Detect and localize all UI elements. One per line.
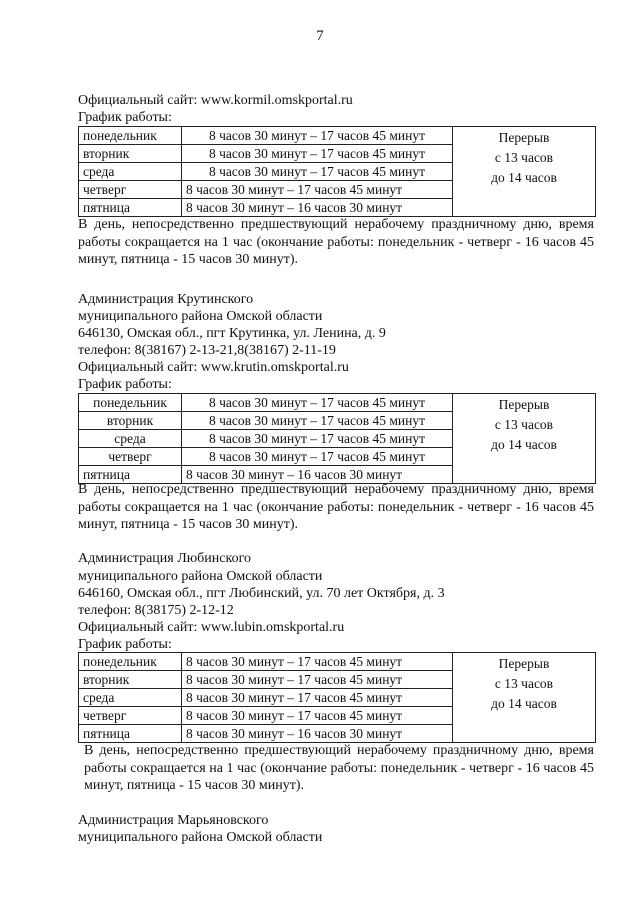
table-row xyxy=(79,394,596,412)
hours-cell: 8 часов 30 минут – 16 часов 30 минут xyxy=(182,725,453,743)
official-site-kormil: Официальный сайт: www.kormil.omskportal.ru xyxy=(78,93,353,108)
break-cell xyxy=(453,653,596,743)
hours-cell: 8 часов 30 минут – 16 часов 30 минут xyxy=(182,466,453,484)
break-cell xyxy=(453,394,596,484)
hours-cell: 8 часов 30 минут – 17 часов 45 минут xyxy=(182,145,453,163)
break-line: с 13 часов xyxy=(494,417,554,432)
schedule-table-lubin xyxy=(78,652,596,743)
shortened-day-note: В день, непосредственно предшествующий нерабочему праздничному дню, время работы сокращается на 1 час (окончание работы: понедельник - четверг - 16 часов 45 минут, пятница - 15 часов 30 минут). xyxy=(78,217,594,267)
official-site-krutin: Официальный сайт: www.krutin.omskportal.ru xyxy=(78,360,349,375)
schedule-label: График работы: xyxy=(78,110,172,125)
hours-cell: 8 часов 30 минут – 17 часов 45 минут xyxy=(182,412,453,430)
org-phone: телефон: 8(38167) 2-13-21,8(38167) 2-11-19 xyxy=(78,343,336,358)
shortened-day-note: В день, непосредственно предшествующий нерабочему праздничному дню, время работы сокращается на 1 час (окончание работы: понедельник - четверг - 16 часов 45 минут, пятница - 15 часов 30 минут). xyxy=(84,743,594,793)
shortened-day-note: В день, непосредственно предшествующий нерабочему праздничному дню, время работы сокращается на 1 час (окончание работы: понедельник - четверг - 16 часов 45 минут, пятница - 15 часов 30 минут). xyxy=(78,482,594,532)
hours-cell: 8 часов 30 минут – 17 часов 45 минут xyxy=(182,394,453,412)
org-subtitle: муниципального района Омской области xyxy=(78,569,323,584)
day-cell: четверг xyxy=(79,707,182,725)
org-address: 646130, Омская обл., пгт Крутинка, ул. Ленина, д. 9 xyxy=(78,326,386,341)
org-address: 646160, Омская обл., пгт Любинский, ул. 70 лет Октября, д. 3 xyxy=(78,586,445,601)
day-cell: вторник xyxy=(79,145,182,163)
org-phone: телефон: 8(38175) 2-12-12 xyxy=(78,603,234,618)
break-line: Перерыв xyxy=(498,397,550,412)
org-subtitle: муниципального района Омской области xyxy=(78,830,323,845)
day-cell: понедельник xyxy=(79,394,182,412)
day-cell: понедельник xyxy=(79,127,182,145)
day-cell: среда xyxy=(79,689,182,707)
org-title: Администрация Марьяновского xyxy=(78,813,269,828)
break-line: Перерыв xyxy=(498,130,550,145)
day-cell: четверг xyxy=(79,448,182,466)
org-subtitle: муниципального района Омской области xyxy=(78,309,323,324)
hours-cell: 8 часов 30 минут – 17 часов 45 минут xyxy=(182,127,453,145)
schedule-label: График работы: xyxy=(78,377,172,392)
hours-cell: 8 часов 30 минут – 17 часов 45 минут xyxy=(182,707,453,725)
hours-cell: 8 часов 30 минут – 17 часов 45 минут xyxy=(182,653,453,671)
break-line: до 14 часов xyxy=(491,170,557,185)
schedule-table-krutin xyxy=(78,393,596,484)
schedule-label: График работы: xyxy=(78,637,172,652)
break-line: с 13 часов xyxy=(494,676,554,691)
day-cell: пятница xyxy=(79,725,182,743)
day-cell: пятница xyxy=(79,199,182,217)
break-line: с 13 часов xyxy=(494,150,554,165)
hours-cell: 8 часов 30 минут – 17 часов 45 минут xyxy=(182,181,453,199)
day-cell: понедельник xyxy=(79,653,182,671)
org-title: Администрация Любинского xyxy=(78,551,251,566)
table-row xyxy=(79,653,596,671)
table-row xyxy=(79,127,596,145)
break-line: Перерыв xyxy=(498,656,550,671)
break-line: до 14 часов xyxy=(491,437,557,452)
hours-cell: 8 часов 30 минут – 16 часов 30 минут xyxy=(182,199,453,217)
day-cell: среда xyxy=(79,430,182,448)
day-cell: вторник xyxy=(79,671,182,689)
hours-cell: 8 часов 30 минут – 17 часов 45 минут xyxy=(182,430,453,448)
break-cell xyxy=(453,127,596,217)
hours-cell: 8 часов 30 минут – 17 часов 45 минут xyxy=(182,163,453,181)
official-site-lubin: Официальный сайт: www.lubin.omskportal.ru xyxy=(78,620,345,635)
hours-cell: 8 часов 30 минут – 17 часов 45 минут xyxy=(182,671,453,689)
hours-cell: 8 часов 30 минут – 17 часов 45 минут xyxy=(182,448,453,466)
schedule-table-kormil xyxy=(78,126,596,217)
day-cell: среда xyxy=(79,163,182,181)
day-cell: вторник xyxy=(79,412,182,430)
day-cell: четверг xyxy=(79,181,182,199)
page-number: 7 xyxy=(316,28,324,44)
day-cell: пятница xyxy=(79,466,182,484)
org-title: Администрация Крутинского xyxy=(78,292,254,307)
break-line: до 14 часов xyxy=(491,696,557,711)
hours-cell: 8 часов 30 минут – 17 часов 45 минут xyxy=(182,689,453,707)
